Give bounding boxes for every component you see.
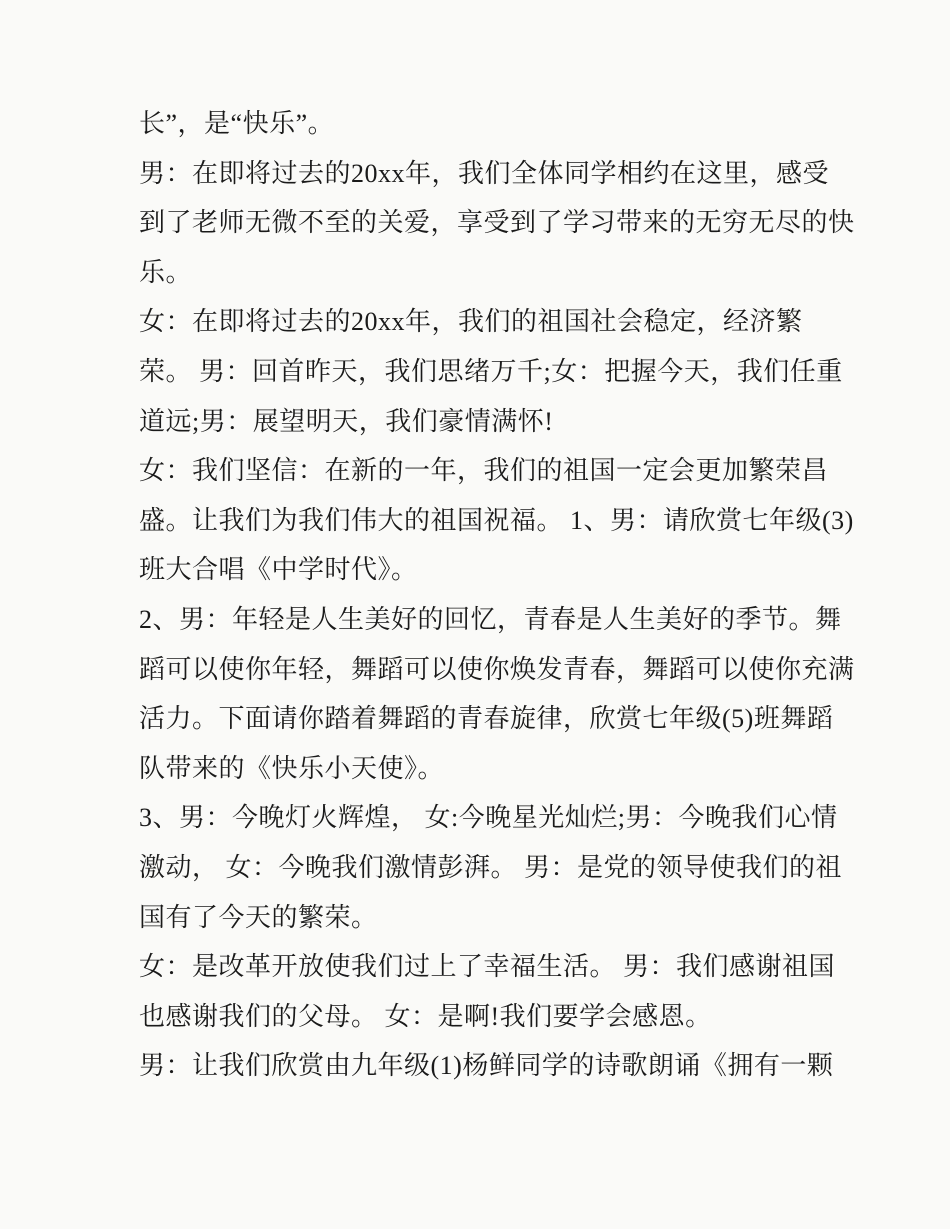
text-line-8: 女：我们坚信：在新的一年，我们的祖国一定会更加繁荣昌 — [139, 456, 829, 486]
text-line-9: 盛。让我们为我们伟大的祖国祝福。 1、男：请欣赏七年级(3) — [139, 505, 854, 535]
text-line-7: 道远;男：展望明天，我们豪情满怀! — [139, 406, 554, 436]
text-line-16: 激动， 女：今晚我们激情彭湃。 男：是党的领导使我们的祖 — [139, 852, 843, 882]
text-line-17: 国有了今天的繁荣。 — [139, 902, 378, 932]
text-line-19: 也感谢我们的父母。 女：是啊!我们要学会感恩。 — [139, 1001, 712, 1031]
text-line-15: 3、男：今晚灯火辉煌， 女:今晚星光灿烂;男：今晚我们心情 — [139, 803, 838, 833]
text-line-2: 男：在即将过去的20xx年，我们全体同学相约在这里，感受 — [139, 158, 830, 188]
text-line-10: 班大合唱《中学时代》。 — [139, 555, 418, 585]
document-text-block — [139, 99, 855, 1091]
text-line-3: 到了老师无微不至的关爱，享受到了学习带来的无穷无尽的快 — [139, 208, 855, 238]
text-line-14: 队带来的《快乐小天使》。 — [139, 753, 445, 783]
text-line-1: 长”，是“快乐”。 — [139, 109, 335, 138]
text-line-18: 女：是改革开放使我们过上了幸福生活。 男：我们感谢祖国 — [139, 952, 836, 982]
text-line-13: 活力。下面请你踏着舞蹈的青春旋律，欣赏七年级(5)班舞蹈 — [139, 704, 834, 734]
text-line-4: 乐。 — [139, 257, 193, 287]
text-line-6: 荣。 男：回首昨天，我们思绪万千;女：把握今天，我们任重 — [139, 356, 843, 386]
text-line-11: 2、男：年轻是人生美好的回忆，青春是人生美好的季节。舞 — [139, 604, 842, 634]
text-line-5: 女：在即将过去的20xx年，我们的祖国社会稳定，经济繁 — [139, 307, 803, 337]
text-line-12: 蹈可以使你年轻，舞蹈可以使你焕发青春，舞蹈可以使你充满 — [139, 654, 855, 684]
text-line-20: 男：让我们欣赏由九年级(1)杨鲜同学的诗歌朗诵《拥有一颗 — [139, 1051, 834, 1081]
